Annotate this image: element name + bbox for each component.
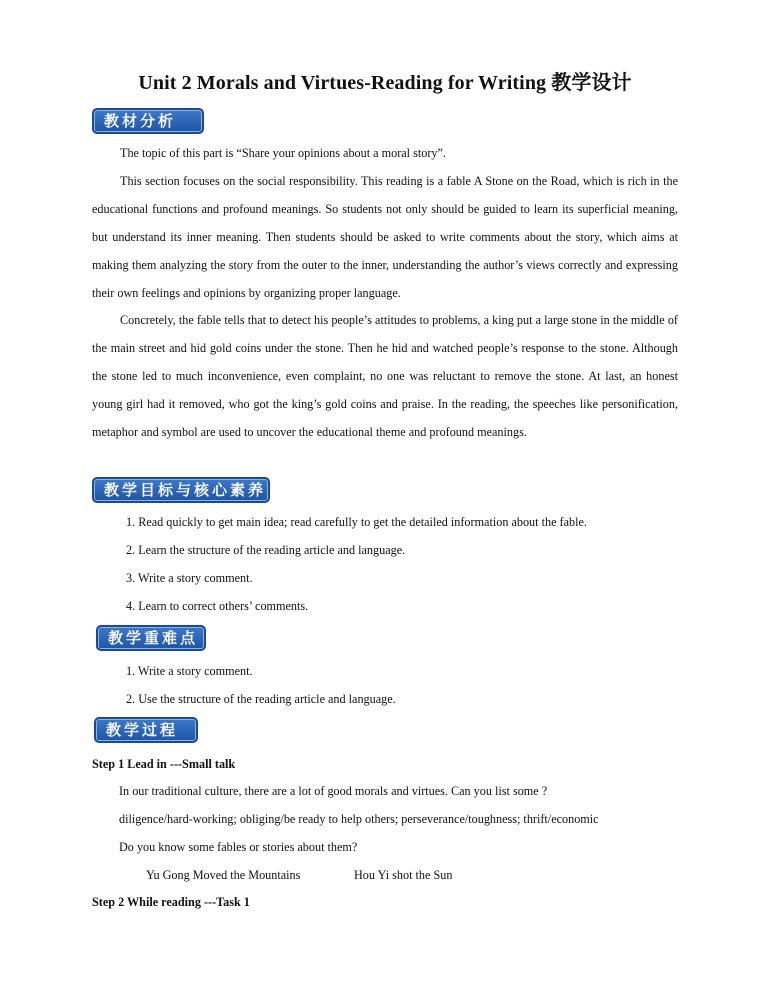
section-heading-analysis: 教材分析 [92,108,204,134]
key-point-item: 2. Use the structure of the reading article and language. [126,692,396,706]
story-example: Yu Gong Moved the Mountains [146,868,301,882]
section-heading-objectives: 教学目标与核心素养 [92,477,270,503]
step-heading: Step 1 Lead in ---Small talk [92,757,236,771]
objective-item: 3. Write a story comment. [126,571,253,585]
objective-item: 2. Learn the structure of the reading article and language. [126,543,406,557]
objective-item: 1. Read quickly to get main idea; read carefully to get the detailed information about the fable. [126,515,587,529]
analysis-paragraph-3: Concretely, the fable tells that to detect his people’s attitudes to problems, a king put a large stone in the middle of the main street and hid gold coins under the stone. Then he hid and watched people’s response to the stone. Although the stone led to much inconvenience, even complaint, no one was reluctant to remove the stone. At last, an honest young girl had it removed, who got the king’s gold coins and praise. In the reading, the speeches like personification, metaphor and symbol are used to uncover the educational theme and profound meanings. [92,313,678,439]
analysis-paragraph-2: This section focuses on the social responsibility. This reading is a fable A Stone on the Road, which is rich in the educational functions and profound meanings. So students not only should be guided to learn its superficial meaning, but understand its inner meaning. Then students should be asked to write comments about the story, which aims at making them analyzing the story from the outer to the inner, understanding the author’s views correctly and expressing their own feelings and opinions by organizing proper language. [92,174,678,300]
story-example: Hou Yi shot the Sun [354,868,453,882]
key-point-item: 1. Write a story comment. [126,664,253,678]
objective-item: 4. Learn to correct others’ comments. [126,599,309,613]
process-line: diligence/hard-working; obliging/be ready to help others; perseverance/toughness; thrift/economic [119,812,599,826]
section-heading-key-points: 教学重难点 [96,625,206,651]
section-heading-process: 教学过程 [94,717,198,743]
process-line: Do you know some fables or stories about them? [119,840,358,854]
process-line: In our traditional culture, there are a lot of good morals and virtues. Can you list some ? [119,784,548,798]
step-heading: Step 2 While reading ---Task 1 [92,895,250,909]
document-title: Unit 2 Morals and Virtues-Reading for Writing 教学设计 [138,72,632,94]
analysis-paragraph-1: The topic of this part is “Share your opinions about a moral story”. [120,146,446,160]
